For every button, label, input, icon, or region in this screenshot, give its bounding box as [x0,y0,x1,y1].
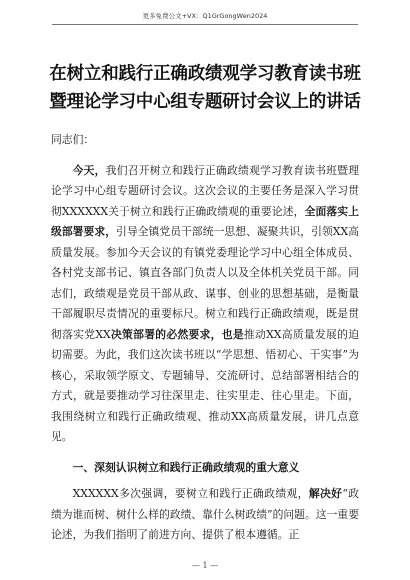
paragraph-emphasis: 解决好 [308,487,343,500]
opening-paragraph [51,161,359,448]
paragraph-emphasis: 决策部署的必然要求，也是 [110,327,244,341]
section-paragraph [51,484,359,546]
paragraph-emphasis: 全面落实上级部署要求， [51,204,360,238]
title-line-1: 在树立和践行正确政绩观学习教育读书班 [49,64,361,84]
paragraph-text: XXXXXX多次强调，要树立和践行正确政绩观， [72,487,309,500]
paragraph-text: 推动XX高质量发展的迫切需要。为此，我们这次读书班以“学思想、悟初心、干实事”为核心，采取领学原文、专题辅导、交流研讨、总结部署相结合的方式，就是要推动学习往深里走、往实里走、往心里走。下面，我围绕树立和践行正确政绩观、推动XX高质量发展，讲几点意见。 [51,327,360,443]
paragraph-text: 我们召开树立和践行正确政绩观学习教育读书班暨理论学习中心组专题研讨会议。这次会议的主要任务是深入学习贯彻XXXXXX关于树立和践行正确政绩观的重要论述， [51,163,360,218]
salutation: 同志们： [51,133,95,146]
paragraph-text: 引导全镇党员干部统一思想、凝聚共识，引领XX高质量发展。参加今天会议的有镇党委理论学习中心组全体成员、各村党支部书记、镇直各部门负责人以及全体机关党员干部。同志们，政绩观是党员干部从政、谋事、创业的思想基础，是衡量干部履职尽责情况的重要标尺。树立和践行正确政绩观，既是贯彻落实党XX [51,225,359,341]
page-number: — 1 — [191,561,219,570]
title-line-2: 暨理论学习中心组专题研讨会议上的讲话 [49,92,361,112]
header-divider [52,24,358,25]
header-note: 更多免费公文+VX：Q1GrGongWen2024 [142,12,268,20]
document-body [51,130,359,546]
section-heading: 一、深刻认识树立和践行正确政绩观的重大意义 [72,460,300,474]
paragraph-text: “政绩为谁而树、树什么样的政绩、靠什么树政绩”的问题。这一重要论述，为我们指明了前进方向、提供了根本遵循。正 [51,487,359,541]
document-title [48,60,362,116]
paragraph-lead: 今天， [72,163,106,177]
